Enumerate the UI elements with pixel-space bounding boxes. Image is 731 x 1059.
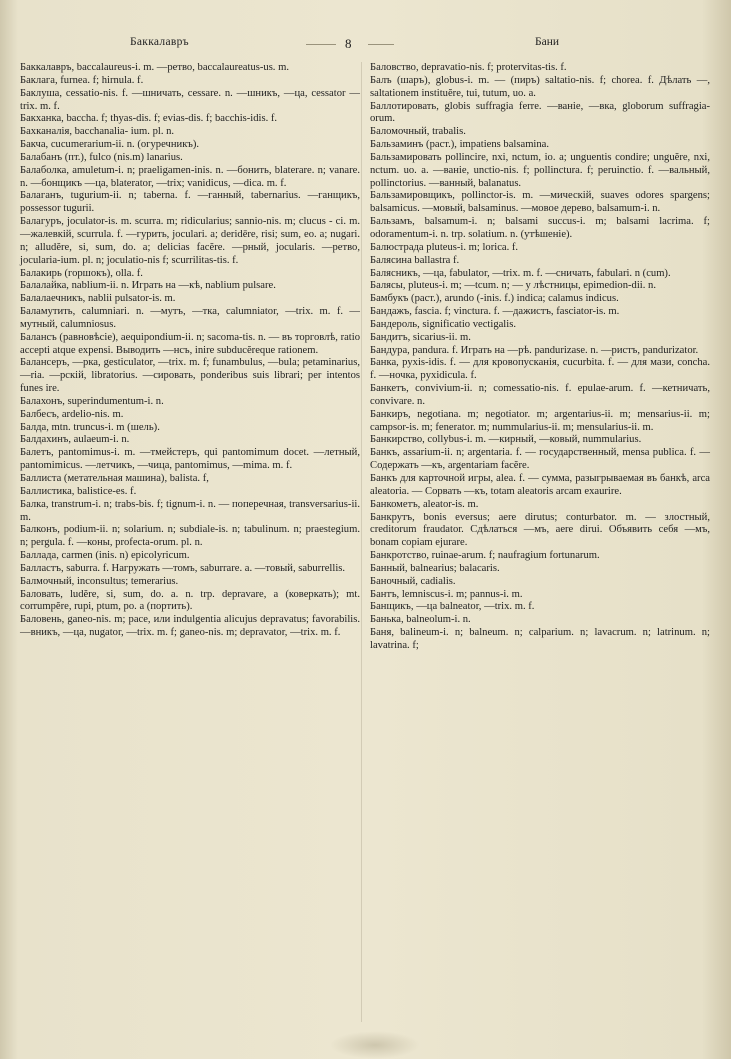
right-column	[370, 62, 710, 653]
dictionary-entry: Баломочный, trabalis.	[370, 126, 466, 138]
dictionary-entry: Банный, balnearius; balacaris.	[370, 562, 500, 574]
dictionary-entry: Банкиръ, negotiana. m; negotiator. m; argentarius-ii. m; mensarius-ii. m; campsor-is. m; fenerator. m; nummularius-ii. m; mensularius-ii. m.	[370, 408, 710, 433]
dictionary-entry: Банкъ для карточной игры, alea. f. — сумма, разыгрываемая въ банкѣ, arca aleatoria. — Сорвать —къ, totam aleatoris arcam exaurire.	[370, 473, 710, 497]
dictionary-entry: Баловство, depravatio-nis. f; protervitas-tis. f.	[370, 62, 567, 73]
paper-stain	[330, 1031, 420, 1059]
dictionary-entry: Баллистика, balistice-es. f.	[20, 485, 137, 497]
dictionary-entry: Баллотировать, globis suffragia ferre. —ваніе, —вка, globorum suffragia-orum.	[370, 100, 710, 125]
dictionary-entry: Балдахинъ, aulaeum-i. n.	[20, 434, 130, 446]
dictionary-entry: Бандура, pandura. f. Играть на —рѣ. pandurizase. n. —ристъ, pandurizator.	[370, 344, 699, 356]
dictionary-entry: Баночный, cadialis.	[370, 575, 456, 587]
header-rule-left	[306, 44, 336, 45]
dictionary-entry: Балакирь (горшокъ), olla. f.	[20, 267, 143, 279]
dictionary-entry: Бамбукъ (раст.), arundo (-inis. f.) indica; calamus indicus.	[370, 293, 619, 305]
dictionary-entry: Балетъ, pantomimus-i. m. —тмейстеръ, qui pantomimum docet. —летный, pantomimicus. —летчикъ, —чица, pantomimus, —mima. m. f.	[20, 447, 360, 472]
dictionary-entry: Баламутить, calumniari. n. —мутъ, —тка, calumniator, —trix. m. f. —мутный, calumniosus.	[20, 306, 360, 330]
dictionary-entry: Банщикъ, —ца balneator, —trix. m. f.	[370, 601, 535, 613]
dictionary-entry: Баловень, ganeo-nis. m; pace, или indulgentia alicujus depravatus; favorabilis. —вникъ, —ца, nugator, —trix. m. f; ganeo-nis. m; depravator, —trix. m. f.	[20, 614, 360, 639]
dictionary-entry: Банкирство, collybus-i. m. —кирный, —ковый, nummularius.	[370, 434, 642, 446]
dictionary-entry: Бальзамировать pollincire, nxi, nctum, io. a; unguentis condire; unguĕre, nxi, nctum. uo. a. —ваніе, unctio-nis. f; pollinctura. f; peruinctio. f. —вальный, pollinctorius. —ванный, balanatus.	[370, 151, 710, 189]
dictionary-entry: Банкротство, ruinae-arum. f; naufragium fortunarum.	[370, 550, 600, 562]
dictionary-entry: Балластъ, saburra. f. Нагружать —томъ, saburrare. a. —товый, saburrellis.	[20, 562, 346, 574]
dictionary-entry: Балка, transtrum-i. n; trabs-bis. f; tignum-i. n. — поперечная, transversarius-ii. m.	[20, 498, 360, 523]
dictionary-entry: Баловать, ludĕre, si, sum, do. a. n. trp. depravare, a (коверкать); mt. corrumpĕre, rupi, ptum, po. a (портить).	[20, 588, 360, 613]
dictionary-entry: Баккалавръ, baccalaureus-i. m. —ретво, baccalaureatus-us. m.	[20, 62, 289, 73]
dictionary-entry: Балансъ (равновѣсіе), aequipondium-ii. n; sacoma-tis. n. — въ торговлѣ, ratio accepti atque expensi. Выводить —нсъ, inire subducĕreque rationem.	[20, 331, 360, 356]
dictionary-entry: Балясы, pluteus-i. m; —tcum. n; — у лѣстницы, epimedion-dii. n.	[370, 280, 656, 292]
dictionary-entry: Балюстрада pluteus-i. m; lorica. f.	[370, 241, 519, 253]
header-right-catchword: Бани	[535, 36, 560, 48]
dictionary-entry: Балбесъ, ardelio-nis. m.	[20, 408, 124, 420]
dictionary-entry: Балясникъ, —ца, fabulator, —trix. m. f. —сничать, fabulari. n (cum).	[370, 267, 671, 279]
dictionary-entry: Балансеръ, —рка, gesticulator, —trix. m. f; funambulus, —bula; petaminarius, —ria. —рскій, libratorius. —сировать, ponderibus suis librari; per intentos funes ire.	[20, 357, 360, 395]
dictionary-entry: Баллиста (метательная машина), balista. f,	[20, 473, 209, 484]
dictionary-entry: Бандитъ, sicarius-ii. m.	[370, 331, 471, 343]
dictionary-entry: Бандероль, significatio vectigalis.	[370, 318, 516, 330]
header-rule-right	[368, 44, 394, 45]
dictionary-entry: Балабанъ (пт.), fulco (nis.m) lanarius.	[20, 151, 183, 163]
dictionary-entry: Бакча, cucumerarium-ii. n. (огуречникъ).	[20, 139, 199, 151]
column-divider	[361, 62, 362, 1022]
header-left-catchword: Баккалавръ	[130, 36, 189, 48]
dictionary-entry: Бахканалія, bacchanalia- ium. pl. n.	[20, 126, 175, 138]
dictionary-entry: Баклага, furnea. f; hirnula. f.	[20, 74, 144, 86]
dictionary-entry: Балъ (шаръ), globus-i. m. — (пиръ) saltatio-nis. f; chorea. f. Дѣлать —, saltationem instituĕre, tui, tutum, uo. a.	[370, 74, 710, 99]
dictionary-entry: Банкетъ, convivium-ii. n; comessatio-nis. f. epulae-arum. f. —кетничать, convivare. n.	[370, 383, 710, 407]
dictionary-entry: Бакханка, baccha. f; thyas-dis. f; evias-dis. f; bacchis-idis. f.	[20, 113, 278, 125]
dictionary-entry: Бальзамировщикъ, pollinctor-is. m. —мическій, suaves odores spargens; balsamicus. —мовый, balsaminus. —мовое дерево, balsamum-i. n.	[370, 190, 710, 215]
dictionary-entry: Балконъ, podium-ii. n; solarium. n; subdiale-is. n; tabulinum. n; praestegium. n; pergula. f. —коны, profecta-orum. pl. n.	[20, 524, 360, 549]
dictionary-entry: Баня, balineum-i. n; balneum. n; calparium. n; lavacrum. n; latrinum. n; lavatrina. f;	[370, 627, 710, 651]
dictionary-entry: Бантъ, lemniscus-i. m; pannus-i. m.	[370, 588, 523, 600]
dictionary-entry: Балагуръ, joculator-is. m. scurra. m; ridicularius; sannio-nis. m; clucus - ci. m. —жалевкій, scurrula. f. —гурить, joculari. a; deridēre, risi; sum, eo. a; nugari. n; alludĕre, si, sum, do. a; delicias facĕre. —рный, jocularis. —ретво, jocularia-ium. pl. n; joculatio-nis f; scurrilitas-tis. f.	[20, 216, 360, 266]
running-header	[0, 36, 731, 52]
dictionary-entry: Банька, balneolum-i. n.	[370, 614, 471, 626]
dictionary-entry: Балаганъ, tugurium-ii. n; taberna. f. —ганный, tabernarius. —ганщикъ, possessor tugurii.	[20, 190, 360, 215]
dictionary-entry: Балахонъ, superindumentum-i. n.	[20, 395, 164, 407]
dictionary-entry: Банкъ, assarium-ii. n; argentaria. f. — государственный, mensa publica. f. — Содержать —къ, argentariam facĕre.	[370, 447, 710, 472]
dictionary-entry: Балалайка, nablium-ii. n. Играть на —кѣ, nablium pulsare.	[20, 280, 276, 292]
dictionary-entry: Бальзаминъ (раст.), impatiens balsamina.	[370, 139, 550, 151]
dictionary-entry: Балаболка, amuletum-i. n; praeligamen-inis. n. —бонить, blaterare. n; vanare. n. —бонщикъ —ца, blaterator, —trix; vanidicus, —dica. m. f.	[20, 164, 360, 189]
dictionary-entry: Банкрутъ, bonis eversus; aere dirutus; conturbator. m. — злостный, creditorum fraudator. Сдѣлаться —мъ, aere dirui. Объявить себя —мъ, bonam copiam ejurare.	[370, 511, 710, 549]
dictionary-entry: Балясина ballastra f.	[370, 254, 460, 266]
dictionary-entry: Балда, mtn. truncus-i. m (шель).	[20, 421, 160, 433]
dictionary-entry: Баллада, carmen (inis. n) epicolyricum.	[20, 550, 190, 562]
dictionary-entry: Бандажъ, fascia. f; vinctura. f. —дажистъ, fasciator-is. m.	[370, 306, 620, 318]
dictionary-entry: Баклуша, cessatio-nis. f. —шничать, cessare. n. —шникъ, —ца, cessator —trix. m. f.	[20, 87, 360, 112]
left-column	[20, 62, 360, 640]
page-number: 8	[345, 36, 352, 51]
dictionary-entry: Балалаечникъ, nablii pulsator-is. m.	[20, 293, 176, 305]
dictionary-entry: Бальзамъ, balsamum-i. n; balsami succus-i. m; balsami lacrima. f; odoramentum-i. n. trp. solatium. n. (утѣшеніе).	[370, 216, 710, 240]
dictionary-entry: Банкометъ, aleator-is. m.	[370, 498, 479, 510]
dictionary-entry: Банка, pyxis-idis. f. — для кровопусканія, cucurbita. f. — для мази, concha. f. —ночка, pyxidicula. f.	[370, 357, 710, 382]
dictionary-entry: Балмочный, inconsultus; temerarius.	[20, 575, 179, 587]
